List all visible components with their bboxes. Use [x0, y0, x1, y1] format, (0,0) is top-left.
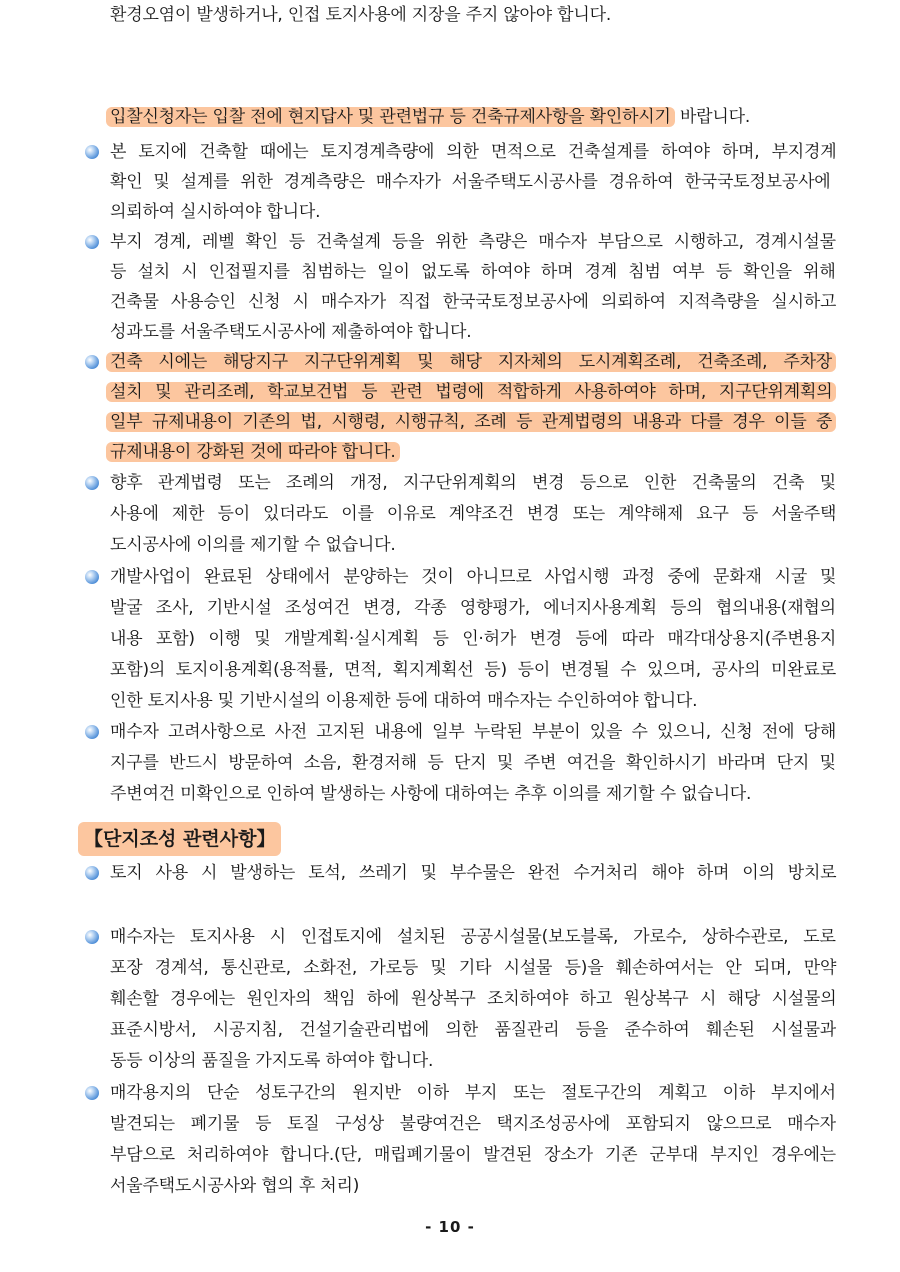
line-text: 의뢰하여 실시하여야 합니다.: [110, 202, 321, 222]
bullet-icon: [85, 725, 99, 739]
line-text: 확인 및 설계를 위한 경계측량은 매수자가 서울주택도시공사를 경유하여 한국국토정보공사에: [110, 172, 831, 192]
text-line: [110, 227, 836, 257]
section-heading: 【단지조성 관련사항】: [78, 822, 281, 856]
text-line: [110, 1109, 836, 1139]
text-line: [110, 953, 836, 983]
bullet-icon: [85, 145, 99, 159]
bullet-icon: [85, 570, 99, 584]
text-line: [110, 287, 836, 317]
line-text: 발굴 조사, 기반시설 조성여건 변경, 각종 영향평가, 에너지사용계획 등의 협의내용(재협의: [110, 598, 836, 618]
line-text: 사용에 제한 등이 있더라도 이를 이유로 계약조건 변경 또는 계약해제 요구 등 서울주택: [110, 504, 837, 524]
line-text: 개발사업이 완료된 상태에서 분양하는 것이 아니므로 사업시행 과정 중에 문화재 시굴 및: [110, 567, 837, 587]
text-line: [110, 530, 396, 560]
line-text: 토지 사용 시 발생하는 토석, 쓰레기 및 부수물은 완전 수거처리 해야 하며 이의 방치로: [110, 863, 837, 883]
line-text: 매수자는 토지사용 시 인접토지에 설치된 공공시설물(보도블록, 가로수, 상하수관로, 도로: [110, 927, 836, 947]
text-line: [110, 317, 471, 347]
line-text: 훼손할 경우에는 원인자의 책임 하에 원상복구 조치하여야 하고 원상복구 시 해당 시설물의: [110, 989, 837, 1009]
text-line: [110, 197, 320, 227]
text-line: [110, 748, 836, 778]
line-text: 발견되는 폐기물 등 토질 구성상 불량여건은 택지조성공사에 포함되지 않으므로 매수자: [110, 1114, 836, 1134]
text-line: [110, 1171, 359, 1201]
line-text: 환경오염이 발생하거나, 인접 토지사용에 지장을 주지 않아야 합니다.: [110, 5, 612, 25]
text-line: [110, 437, 400, 467]
page-number: - 10 -: [425, 1218, 475, 1236]
text-line: [110, 347, 836, 377]
text-line: [110, 257, 836, 287]
line-text: 인한 토지사용 및 기반시설의 이용제한 등에 대하여 매수자는 수인하여야 합니다.: [110, 691, 698, 711]
highlighted-text: 건축 시에는 해당지구 지구단위계획 및 해당 지자체의 도시계획조례, 건축조례, 주차장: [106, 352, 836, 372]
text-line: [110, 624, 836, 654]
bullet-icon: [85, 930, 99, 944]
text-line: [110, 686, 697, 716]
text-line: [110, 407, 836, 437]
line-text: 도시공사에 이의를 제기할 수 없습니다.: [110, 535, 396, 555]
text-line: [110, 499, 836, 529]
bullet-icon: [85, 355, 99, 369]
line-text: 본 토지에 건축할 때에는 토지경계측량에 의한 면적으로 건축설계를 하여야 하며, 부지경계: [110, 142, 837, 162]
text-line: [110, 984, 836, 1014]
line-text: 향후 관계법령 또는 조례의 개정, 지구단위계획의 변경 등으로 인한 건축물의 건축 및: [110, 473, 836, 493]
bullet-icon: [85, 1086, 99, 1100]
bullet-icon: [85, 866, 99, 880]
line-text: 매각용지의 단순 성토구간의 원지반 이하 부지 또는 절토구간의 계획고 이하 부지에서: [110, 1083, 836, 1103]
text-line: [110, 717, 836, 747]
text-line: [110, 1046, 433, 1076]
text-line: [110, 593, 836, 623]
line-text: 내용 포함) 이행 및 개발계획·실시계획 등 인·허가 변경 등에 따라 매각대상용지(주변용지: [110, 629, 837, 649]
line-text: 성과도를 서울주택도시공사에 제출하여야 합니다.: [110, 322, 472, 342]
line-text: 포함)의 토지이용계획(용적률, 면적, 획지계획선 등) 등이 변경될 수 있으며, 공사의 미완료로: [110, 660, 836, 680]
highlighted-text: 설치 및 관리조례, 학교보건법 등 관련 법령에 적합하게 사용하여야 하며, 지구단위계획의: [106, 382, 836, 402]
text-line: [110, 779, 751, 809]
text-line: [110, 1140, 836, 1170]
bullet-icon: [85, 235, 99, 249]
text-line: [110, 102, 750, 132]
line-text: 포장 경계석, 통신관로, 소화전, 가로등 및 기타 시설물 등)을 훼손하여서는 안 되며, 만약: [110, 958, 837, 978]
line-text: 부지 경계, 레벨 확인 등 건축설계 등을 위한 측량은 매수자 부담으로 시행하고, 경계시설물: [110, 232, 836, 252]
text-line: [110, 468, 836, 498]
text-line: [110, 1015, 836, 1045]
line-text: 등 설치 시 인접필지를 침범하는 일이 없도록 하여야 하며 경계 침범 여부 등 확인을 위해: [110, 262, 836, 282]
bullet-icon: [85, 476, 99, 490]
line-text: 주변여건 미확인으로 인하여 발생하는 사항에 대하여는 추후 이의를 제기할 수 없습니다.: [110, 784, 752, 804]
line-text: 바랍니다.: [674, 107, 751, 127]
line-text: 부담으로 처리하여야 합니다.(단, 매립폐기물이 발견된 장소가 기존 군부대 부지인 경우에는: [110, 1145, 836, 1165]
line-text: 지구를 반드시 방문하여 소음, 환경저해 등 단지 및 주변 여건을 확인하시기 바라며 단지 및: [110, 753, 836, 773]
line-text: 표준시방서, 시공지침, 건설기술관리법에 의한 품질관리 등을 준수하여 훼손된 시설물과: [110, 1020, 837, 1040]
line-text: 매수자 고려사항으로 사전 고지된 내용에 일부 누락된 부분이 있을 수 있으니, 신청 전에 당해: [110, 722, 837, 742]
highlighted-text: 규제내용이 강화된 것에 따라야 합니다.: [106, 442, 400, 462]
text-line: [110, 377, 836, 407]
text-line: [110, 655, 836, 685]
highlighted-text: 입찰신청자는 입찰 전에 현지답사 및 관련법규 등 건축규제사항을 확인하시기: [106, 107, 675, 127]
text-line: [110, 858, 836, 888]
text-line: [110, 137, 836, 167]
text-line: [110, 562, 836, 592]
text-line: [110, 167, 831, 197]
line-text: 서울주택도시공사와 협의 후 처리): [110, 1176, 360, 1196]
text-line: [110, 0, 611, 30]
highlighted-text: 일부 규제내용이 기존의 법, 시행령, 시행규칙, 조례 등 관계법령의 내용과 다를 경우 이들 중: [106, 412, 836, 432]
line-text: 건축물 사용승인 신청 시 매수자가 직접 한국국토정보공사에 의뢰하여 지적측량을 실시하고: [110, 292, 837, 312]
text-line: [110, 1078, 836, 1108]
text-line: [110, 922, 836, 952]
line-text: 동등 이상의 품질을 가지도록 하여야 합니다.: [110, 1051, 434, 1071]
